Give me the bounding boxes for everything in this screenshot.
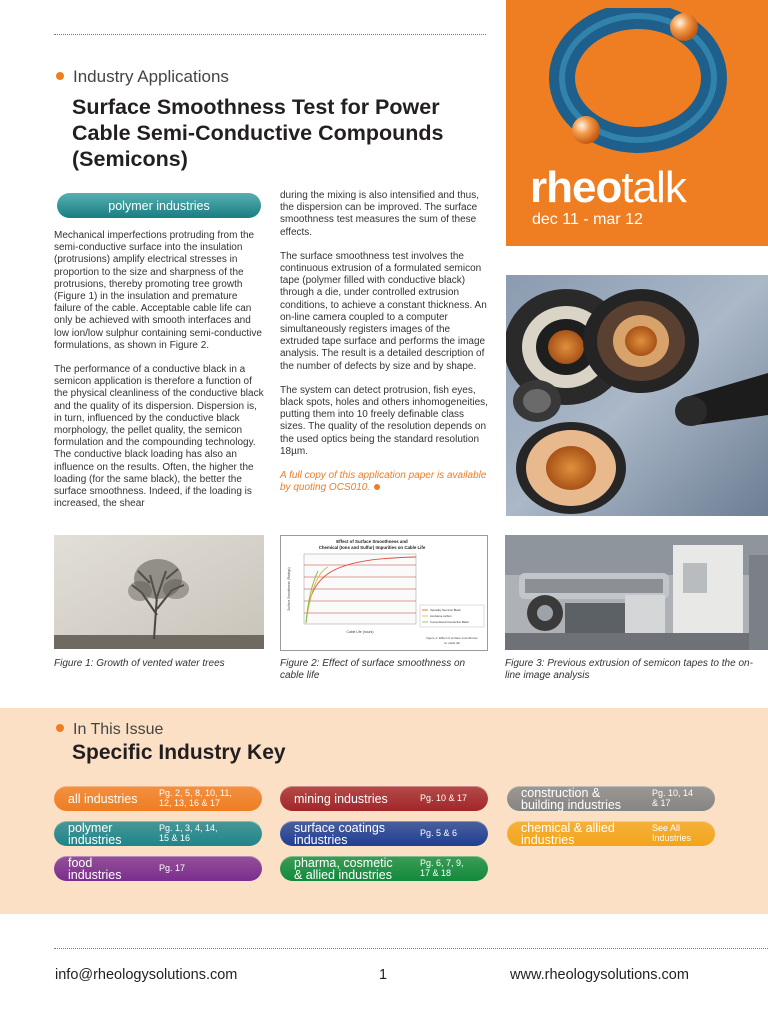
brand-talk: talk <box>621 163 686 212</box>
key-pharma-cosmetic-allied-industries[interactable] <box>280 856 488 881</box>
orange-bullet-icon <box>374 484 380 490</box>
figure-1-water-tree-image <box>54 535 264 649</box>
polymer-industries-pill: polymer industries <box>57 193 261 218</box>
chart-xlabel: Cable Life (hours) <box>346 630 374 634</box>
key-name: surface coatings industries <box>294 821 386 846</box>
key-name: mining industries <box>294 791 388 806</box>
body-column-2 <box>280 190 490 506</box>
key-name: food industries <box>68 856 122 881</box>
issue-section-label <box>56 721 163 739</box>
masthead <box>506 0 768 246</box>
figure-3-caption: Figure 3: Previous extrusion of semicon tapes to the on-line image analysis <box>505 658 753 681</box>
key-pages: Pg. 10, 14 & 17 <box>652 788 694 808</box>
footer-rule <box>54 948 768 949</box>
chart-legend-entry: Acetylene carbon <box>430 614 452 618</box>
footer-website-link[interactable]: www.rheologysolutions.com <box>510 967 689 983</box>
key-mining-industries[interactable] <box>280 786 488 811</box>
paragraph: The surface smoothness test involves the continuous extrusion of a formulated semicon tape (polymer filled with conductive black) through a die, under controlled extrusion conditions, to achieve a constant thickness. An on-line camera coupled to a computer simultaneously registers images of the extruded tape surface and performs the image analysis. The result is a detailed description of the number of defects by size and by shape. <box>280 250 487 372</box>
brand-rheo: rheo <box>530 163 622 212</box>
key-pages: Pg. 6, 7, 9, 17 & 18 <box>420 858 464 878</box>
chart-legend-entry: Conventional Conductive Black <box>430 620 469 624</box>
figure-2-caption: Figure 2: Effect of surface smoothness on cable life <box>280 658 466 681</box>
orange-bullet-icon <box>56 72 64 80</box>
key-polymer-industries[interactable] <box>54 821 262 846</box>
top-rule <box>54 34 486 35</box>
key-pages: Pg. 5 & 6 <box>420 827 458 838</box>
key-name: polymer industries <box>68 821 122 846</box>
key-name: construction & building industries <box>521 786 622 811</box>
chart-ylabel: Surface Smoothness (Ratings) <box>287 567 291 611</box>
key-all-industries[interactable] <box>54 786 262 811</box>
figure-1-caption: Figure 1: Growth of vented water trees <box>54 658 225 669</box>
key-food-industries[interactable] <box>54 856 262 881</box>
paragraph: The system can detect protrusion, fish eyes, black spots, holes and others inhomogeneities, putting them into 10 freely definable class sizes. The quality of the resolution depends on the used optics being the standard resolution 18µm. <box>280 384 488 457</box>
article-title: Surface Smoothness Test for Power Cable Semi-Conductive Compounds (Semicons) <box>72 95 444 171</box>
orange-bullet-icon <box>56 724 64 732</box>
key-name: all industries <box>68 791 138 806</box>
key-name: pharma, cosmetic & allied industries <box>294 856 393 881</box>
cable-cross-section-photo <box>506 275 768 516</box>
issue-label-text: In This Issue <box>73 721 164 738</box>
chart-inner-caption: Figure 2: Effect of surface smoothness <box>426 636 478 640</box>
key-pages: Pg. 2, 5, 8, 10, 11, 12, 13, 16 & 17 <box>159 788 232 808</box>
section-label-text: Industry Applications <box>73 67 229 86</box>
chart-inner-caption: on cable life <box>443 641 461 645</box>
body-column-1 <box>54 230 264 522</box>
issue-dates: dec 11 - mar 12 <box>532 211 643 228</box>
key-pages: Pg. 17 <box>159 862 186 873</box>
brand-wordmark <box>530 163 686 212</box>
section-label <box>56 67 229 87</box>
key-pages: Pg. 10 & 17 <box>420 792 468 803</box>
footer-email-link[interactable]: info@rheologysolutions.com <box>55 967 238 983</box>
rheotalk-logo-icon <box>522 8 732 168</box>
chart-legend-entry: Specialty Semicon Black <box>430 608 461 612</box>
paragraph: Mechanical imperfections protruding from the semi-conductive surface into the insulation (protrusions) amplify electrical stresses in proportion to the size and sharpness of the protrusions, thereby promoting tree growth (Figure 1) in the insulation and premature failure of the cable. Acceptable cable life can only be achieved with smooth interfaces and low ion/low sulphur containing semi-conductive formulations, as shown in Figure 2. <box>54 230 262 351</box>
key-pages: See All Industries <box>652 823 692 843</box>
page-number: 1 <box>379 967 388 983</box>
key-pages: Pg. 1, 3, 4, 14, 15 & 16 <box>159 823 218 843</box>
key-surface-coatings-industries[interactable] <box>280 821 488 846</box>
figure-3-extrusion-machine-image <box>505 535 768 650</box>
ordering-note <box>280 470 490 494</box>
ordering-note-text: A full copy of this application paper is available by quoting OCS010. <box>280 470 487 494</box>
chart-title: Chemical (Ions and Sulfur) Impurities on Cable Life <box>318 545 426 550</box>
issue-title: Specific Industry Key <box>72 741 286 764</box>
key-name: chemical & allied industries <box>521 821 615 846</box>
figure-2-chart-image <box>280 535 488 651</box>
paragraph: during the mixing is also intensified and thus, the dispersion can be improved. The surface smoothness test measures the sum of these effects. <box>280 190 480 238</box>
key-chemical-allied-industries[interactable] <box>507 821 715 846</box>
paragraph: The performance of a conductive black in a semicon application is therefore a function of the physical cleanliness of the conductive black and the quality of its dispersion. Dispersion is, in turn, influenced by the conductive black morphology, the pellet quality, the semicon formulation and the compounding technology. The conductive black loading has also an influence on the results. Often, the higher the loading (for the same black), the better the surface smoothness. Indeed, if the loading is increased, the shear <box>54 364 264 510</box>
key-construction-building-industries[interactable] <box>507 786 715 811</box>
chart-title: Effect of Surface Smoothness and <box>336 539 408 544</box>
